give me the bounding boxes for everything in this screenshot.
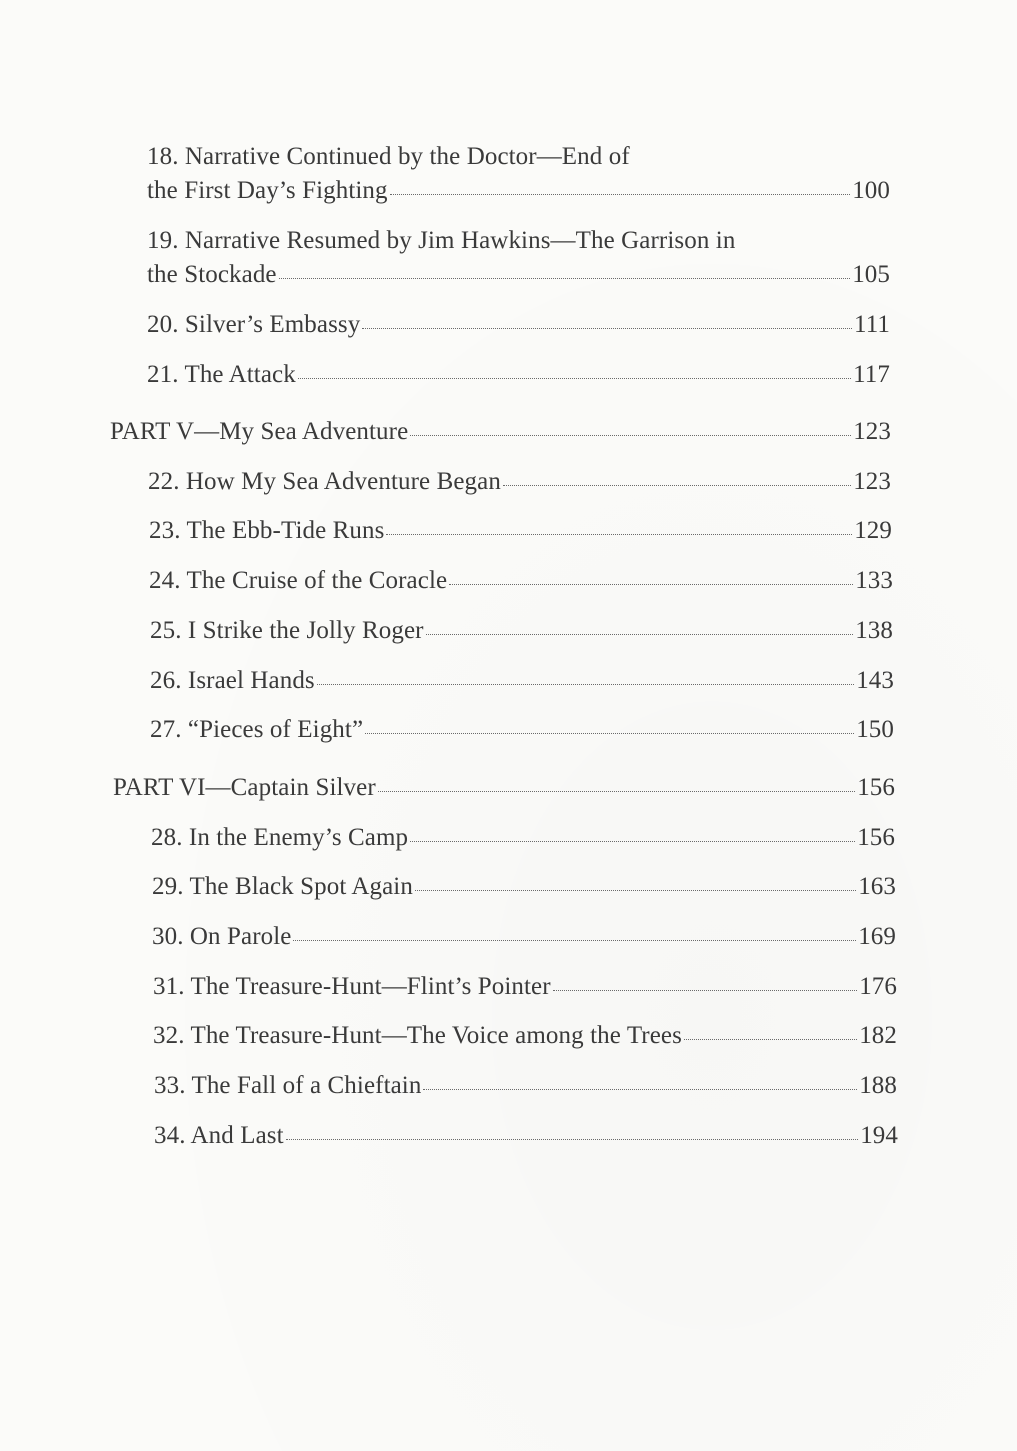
- toc-entry-title: 30. On Parole: [152, 923, 292, 950]
- dot-leader: [426, 634, 854, 635]
- toc-page-number: 163: [858, 873, 896, 900]
- toc-entry-18: [147, 140, 890, 208]
- toc-entry-title: 26. Israel Hands: [150, 667, 315, 694]
- dot-leader: [362, 328, 852, 329]
- toc-entry-title: 34. And Last: [154, 1122, 284, 1149]
- toc-entry-20: [147, 308, 890, 342]
- toc-entry-title-line: the First Day’s Fighting: [147, 177, 388, 204]
- toc-entry-title: 33. The Fall of a Chieftain: [154, 1072, 422, 1099]
- toc-entry-title-line: 18. Narrative Continued by the Doctor—End of: [147, 143, 630, 170]
- toc-entry-title: 21. The Attack: [147, 361, 296, 388]
- toc-page-number: 143: [856, 667, 894, 694]
- dot-leader: [503, 485, 851, 486]
- toc-entry-26: [150, 664, 894, 698]
- toc-part-title: PART V—My Sea Adventure: [110, 418, 409, 445]
- toc-page-number: 156: [857, 824, 895, 851]
- dot-leader: [286, 1139, 859, 1140]
- dot-leader: [317, 684, 854, 685]
- toc-entry-34: [154, 1119, 898, 1153]
- toc-page-number: 111: [854, 311, 890, 338]
- dot-leader: [423, 1089, 857, 1090]
- toc-entry-29: [152, 870, 896, 904]
- toc-page-number: 182: [859, 1022, 897, 1049]
- dot-leader: [410, 435, 851, 436]
- toc-entry-24: [149, 564, 893, 598]
- dot-leader: [279, 278, 851, 279]
- dot-leader: [684, 1039, 857, 1040]
- toc-page-number: 133: [855, 567, 893, 594]
- toc-entry-title: 29. The Black Spot Again: [152, 873, 413, 900]
- toc-entry-title: 22. How My Sea Adventure Began: [148, 468, 501, 495]
- toc-entry-21: [147, 358, 890, 392]
- dot-leader: [410, 841, 855, 842]
- toc-entry-title: 31. The Treasure-Hunt—Flint’s Pointer: [153, 973, 551, 1000]
- toc-page-number: 123: [853, 468, 891, 495]
- toc-page-number: 150: [856, 716, 894, 743]
- toc-entry-title: 27. “Pieces of Eight”: [150, 716, 364, 743]
- toc-entry-title: 23. The Ebb-Tide Runs: [149, 517, 385, 544]
- toc-entry-title: 28. In the Enemy’s Camp: [151, 824, 409, 851]
- dot-leader: [449, 584, 853, 585]
- toc-page-number: 129: [854, 517, 892, 544]
- toc-page-number: 138: [855, 617, 893, 644]
- toc-entry-title-line: 19. Narrative Resumed by Jim Hawkins—The Garrison in: [147, 227, 736, 254]
- dot-leader: [378, 791, 855, 792]
- toc-page-number: 100: [852, 177, 890, 204]
- toc-entry-33: [154, 1069, 897, 1103]
- dot-leader: [415, 890, 856, 891]
- toc-page-number: 176: [859, 973, 897, 1000]
- toc-page-number: 156: [857, 774, 895, 801]
- toc-entry-19: [147, 224, 890, 292]
- toc-entry-30: [152, 920, 896, 954]
- toc-entry-28: [151, 821, 895, 855]
- toc-page-number: 117: [853, 361, 890, 388]
- toc-entry-title: 20. Silver’s Embassy: [147, 311, 361, 338]
- dot-leader: [386, 534, 852, 535]
- toc-entry-32: [153, 1019, 897, 1053]
- toc-part-vi: [113, 771, 895, 805]
- dot-leader: [365, 733, 854, 734]
- toc-part-v: [110, 415, 891, 449]
- toc-page-number: 194: [860, 1122, 898, 1149]
- toc-entry-title: 25. I Strike the Jolly Roger: [150, 617, 424, 644]
- toc-part-title: PART VI—Captain Silver: [113, 774, 376, 801]
- toc-entry-22: [148, 465, 891, 499]
- toc-entry-25: [150, 614, 893, 648]
- toc-page-number: 105: [852, 261, 890, 288]
- toc-entry-23: [149, 514, 892, 548]
- dot-leader: [553, 990, 858, 991]
- toc-entry-title: 24. The Cruise of the Coracle: [149, 567, 448, 594]
- toc-entry-27: [150, 713, 894, 747]
- toc-entry-title-line: the Stockade: [147, 261, 277, 288]
- toc-page-number: 188: [859, 1072, 897, 1099]
- toc-page-number: 169: [858, 923, 896, 950]
- toc-entry-31: [153, 970, 897, 1004]
- toc-entry-title: 32. The Treasure-Hunt—The Voice among the Trees: [153, 1022, 682, 1049]
- dot-leader: [390, 194, 851, 195]
- dot-leader: [298, 378, 851, 379]
- toc-page-number: 123: [853, 418, 891, 445]
- dot-leader: [293, 940, 856, 941]
